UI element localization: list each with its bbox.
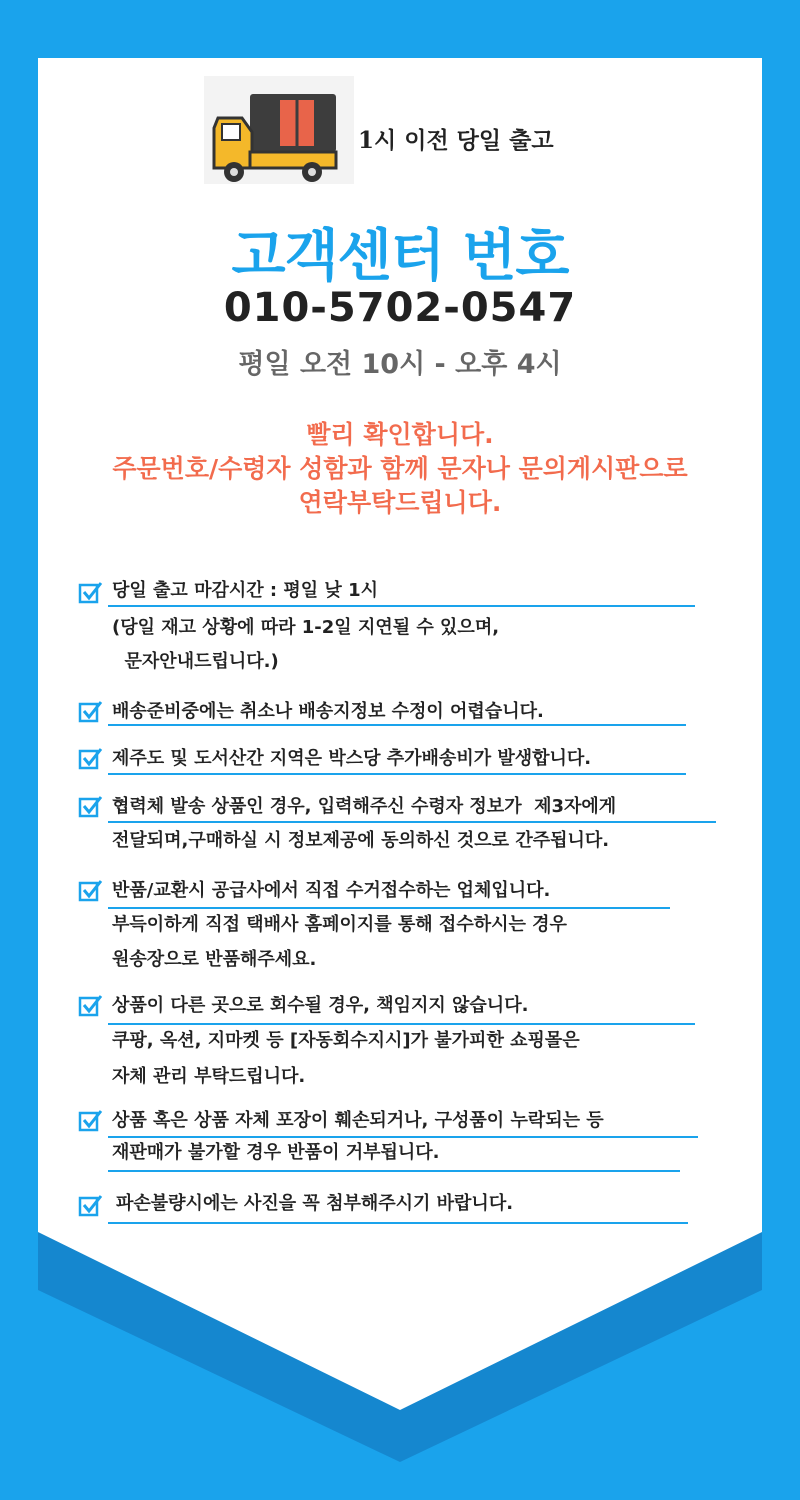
policy-line: 제주도 및 도서산간 지역은 박스당 추가배송비가 발생합니다. (112, 748, 592, 769)
notice-line: 연락부탁드립니다. (298, 488, 502, 517)
policy-line: 재판매가 불가할 경우 반품이 거부됩니다. (112, 1142, 440, 1163)
policy-line: 전달되며,구매하실 시 정보제공에 동의하신 것으로 간주됩니다. (112, 830, 610, 851)
underline (108, 773, 686, 775)
checkbox-icon (78, 794, 104, 820)
policy-line: 파손불량시에는 사진을 꼭 첨부해주시기 바랍니다. (116, 1193, 514, 1214)
underline (108, 1023, 695, 1025)
underline (108, 605, 695, 607)
checkbox-icon (78, 1108, 104, 1134)
underline (108, 1170, 680, 1172)
underline (108, 821, 716, 823)
policy-line: 원송장으로 반품해주세요. (112, 949, 317, 970)
policy-line: 자체 관리 부탁드립니다. (112, 1066, 306, 1087)
policy-line: 협력체 발송 상품인 경우, 입력해주신 수령자 정보가 제3자에게 (112, 796, 617, 817)
contact-notice (0, 418, 800, 520)
policy-line: 배송준비중에는 취소나 배송지정보 수정이 어렵습니다. (112, 701, 544, 722)
underline (108, 724, 686, 726)
customer-center-title: 고객센터 번호 (231, 224, 569, 289)
delivery-truck-icon (200, 72, 360, 192)
business-hours: 평일 오전 10시 - 오후 4시 (238, 349, 562, 380)
underline (108, 907, 670, 909)
notice-line: 빨리 확인합니다. (306, 420, 494, 449)
checkbox-icon (78, 1193, 104, 1219)
policy-line: 당일 출고 마감시간 : 평일 낮 1시 (112, 580, 378, 601)
checkbox-icon (78, 699, 104, 725)
checkbox-icon (78, 878, 104, 904)
policy-line: 반품/교환시 공급사에서 직접 수거접수하는 업체입니다. (112, 880, 551, 901)
policy-line: 문자안내드립니다.) (112, 651, 279, 672)
checkbox-icon (78, 580, 104, 606)
checkbox-icon (78, 993, 104, 1019)
policy-line: 상품이 다른 곳으로 회수될 경우, 책임지지 않습니다. (112, 995, 529, 1016)
policy-line: (당일 재고 상황에 따라 1-2일 지연될 수 있으며, (112, 617, 500, 638)
underline (108, 1136, 698, 1138)
phone-number[interactable]: 010-5702-0547 (223, 285, 577, 331)
underline (108, 1222, 688, 1224)
notice-line: 주문번호/수령자 성함과 함께 문자나 문의게시판으로 (112, 454, 688, 483)
checkbox-icon (78, 746, 104, 772)
policy-line: 부득이하게 직접 택배사 홈페이지를 통해 접수하시는 경우 (112, 914, 567, 935)
same-day-shipping-tagline: 1시 이전 당일 출고 (358, 127, 554, 154)
policy-line: 쿠팡, 옥션, 지마켓 등 [자동회수지시]가 불가피한 쇼핑몰은 (112, 1030, 580, 1051)
policy-line: 상품 혹은 상품 자체 포장이 훼손되거나, 구성품이 누락되는 등 (112, 1110, 604, 1131)
